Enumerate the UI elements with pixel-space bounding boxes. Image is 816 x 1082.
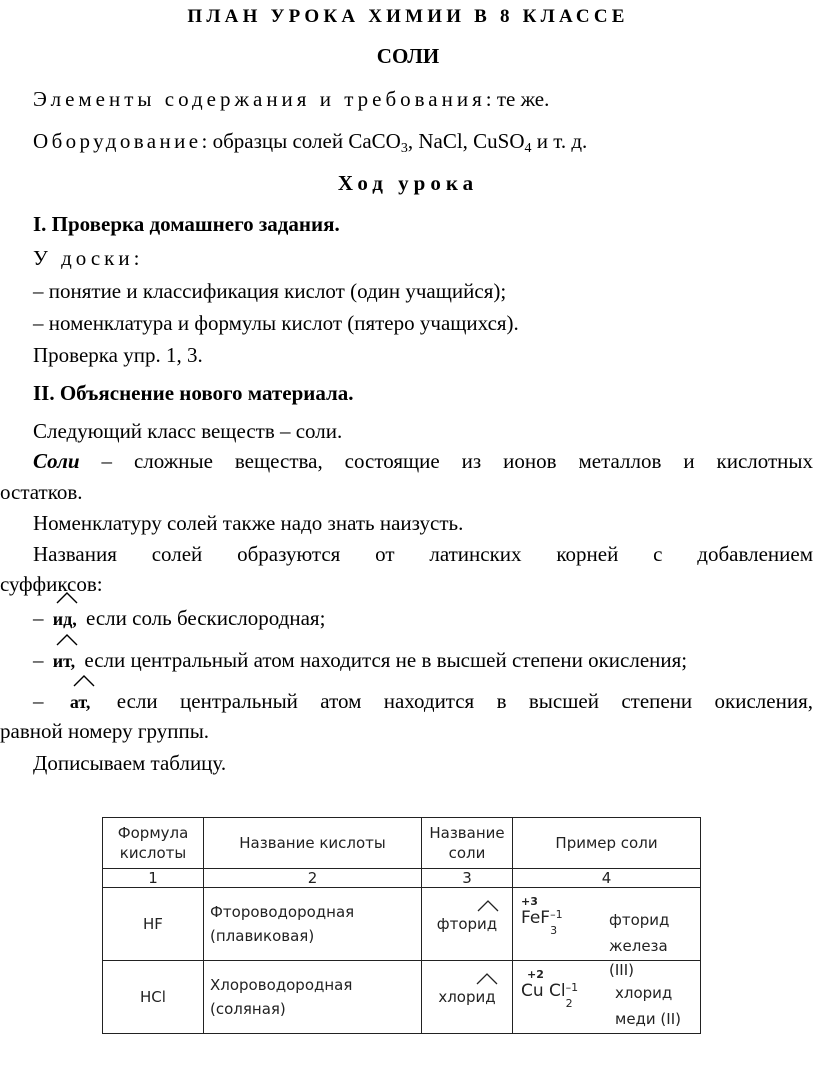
acid-name: Фтороводородная (плавиковая): [204, 888, 422, 961]
content-elements-label: Элементы содержания и требования: [33, 87, 486, 111]
section-1-heading: I. Проверка домашнего задания.: [33, 212, 340, 236]
column-number: 1: [103, 869, 204, 888]
at-board-colon: :: [133, 246, 140, 270]
suffix-dash: –: [33, 689, 44, 713]
suffix-it: [53, 648, 75, 674]
header-salt-name: Название соли: [422, 818, 513, 869]
suffix-label: ат,: [69, 692, 91, 712]
salt-definition-text: – сложные вещества, состоящие из ионов металлов и кислотных: [79, 449, 813, 473]
suffix-item-id: [33, 605, 325, 632]
stress-mark-icon: [476, 973, 498, 985]
suffix-dash: –: [33, 648, 44, 672]
suffix-label: ид,: [52, 609, 77, 629]
column-number: 3: [422, 869, 513, 888]
oxidation-state: +3: [521, 895, 538, 908]
header-acid-formula: Формула кислоты: [103, 818, 204, 869]
salt-formula: Cu Cl –1 2: [521, 981, 579, 1010]
suffix-id: [53, 606, 77, 632]
paragraph-next-class: Следующий класс веществ – соли.: [33, 419, 343, 443]
stress-mark-icon: [477, 900, 499, 912]
salts-table: [102, 817, 701, 1034]
page-title: ПЛАН УРОКА ХИМИИ В 8 КЛАССЕ: [187, 6, 629, 27]
list-item: – понятие и классификация кислот (один учащийся);: [33, 279, 507, 303]
stress-mark-icon: [56, 634, 78, 646]
suffix-dash: –: [33, 606, 44, 630]
table-header-row: [103, 818, 701, 869]
paragraph-suffixes-line-1: Названия солей образуются от латинских корней с добавлением: [33, 542, 813, 566]
column-number: 2: [204, 869, 422, 888]
suffix-label: ит,: [52, 651, 76, 671]
suffix-item-at: [33, 688, 813, 715]
equipment-text-mid: , NaCl, CuSO: [407, 129, 525, 153]
salt-definition-line-1: [33, 448, 813, 474]
salt-example-name-2: железа (III): [609, 937, 668, 979]
salt-term: Соли: [33, 449, 80, 473]
header-acid-name: Название кислоты: [204, 818, 422, 869]
acid-formula: HF: [103, 888, 204, 961]
salt-example-name: фторид: [609, 911, 670, 929]
equipment-text-before: : образцы солей CaCO: [201, 129, 401, 153]
suffix-text: если центральный атом находится в высшей степени окисления,: [116, 689, 813, 713]
header-salt-example: Пример соли: [513, 818, 701, 869]
suffix-at: [70, 689, 91, 715]
stress-mark-icon: [73, 675, 95, 687]
list-item: – номенклатура и формулы кислот (пятеро учащихся).: [33, 311, 519, 335]
salt-example: [513, 961, 701, 1034]
lesson-topic: СОЛИ: [376, 44, 440, 68]
homework-check: Проверка упр. 1, 3.: [33, 343, 203, 367]
section-2-heading: II. Объяснение нового материала.: [33, 381, 354, 405]
suffix-text: если соль бескислородная;: [85, 606, 326, 630]
course-heading: Ход урока: [337, 171, 479, 195]
paragraph-nomenclature: Номенклатуру солей также надо знать наизусть.: [33, 511, 464, 535]
salt-formula: FeF –1 3: [521, 908, 563, 937]
salt-name: хлорид: [422, 961, 513, 1034]
table-row: [103, 961, 701, 1034]
suffix-item-at-continuation: равной номеру группы.: [0, 719, 210, 743]
table-number-row: [103, 869, 701, 888]
stress-mark-icon: [56, 592, 78, 604]
paragraph-fill-table: Дописываем таблицу.: [33, 751, 227, 775]
equipment-sub-2: 4: [524, 141, 532, 156]
acid-formula: HCl: [103, 961, 204, 1034]
content-elements-line: [33, 86, 549, 112]
paragraph-suffixes-line-2: суффиксов:: [0, 572, 103, 596]
suffix-item-it: [33, 647, 687, 674]
salt-definition-line-2: остатков.: [0, 480, 83, 504]
content-elements-text: : те же.: [485, 87, 550, 111]
equipment-text-after: и т. д.: [531, 129, 588, 153]
table-row: [103, 888, 701, 961]
oxidation-state: +2: [527, 968, 544, 981]
suffix-text: если центральный атом находится не в высшей степени окисления;: [84, 648, 688, 672]
salt-name: фторид: [422, 888, 513, 961]
column-number: 4: [513, 869, 701, 888]
at-board-line: [33, 245, 139, 271]
equipment-line: [33, 128, 587, 154]
at-board-label: У доски: [33, 246, 134, 270]
acid-name: Хлороводородная (соляная): [204, 961, 422, 1034]
salt-example-name-2: меди (II): [615, 1010, 681, 1028]
salt-example-name: хлорид: [615, 984, 673, 1002]
equipment-label: Оборудование: [33, 129, 202, 153]
equipment-sub-1: 3: [400, 141, 408, 156]
salt-example: [513, 888, 701, 979]
